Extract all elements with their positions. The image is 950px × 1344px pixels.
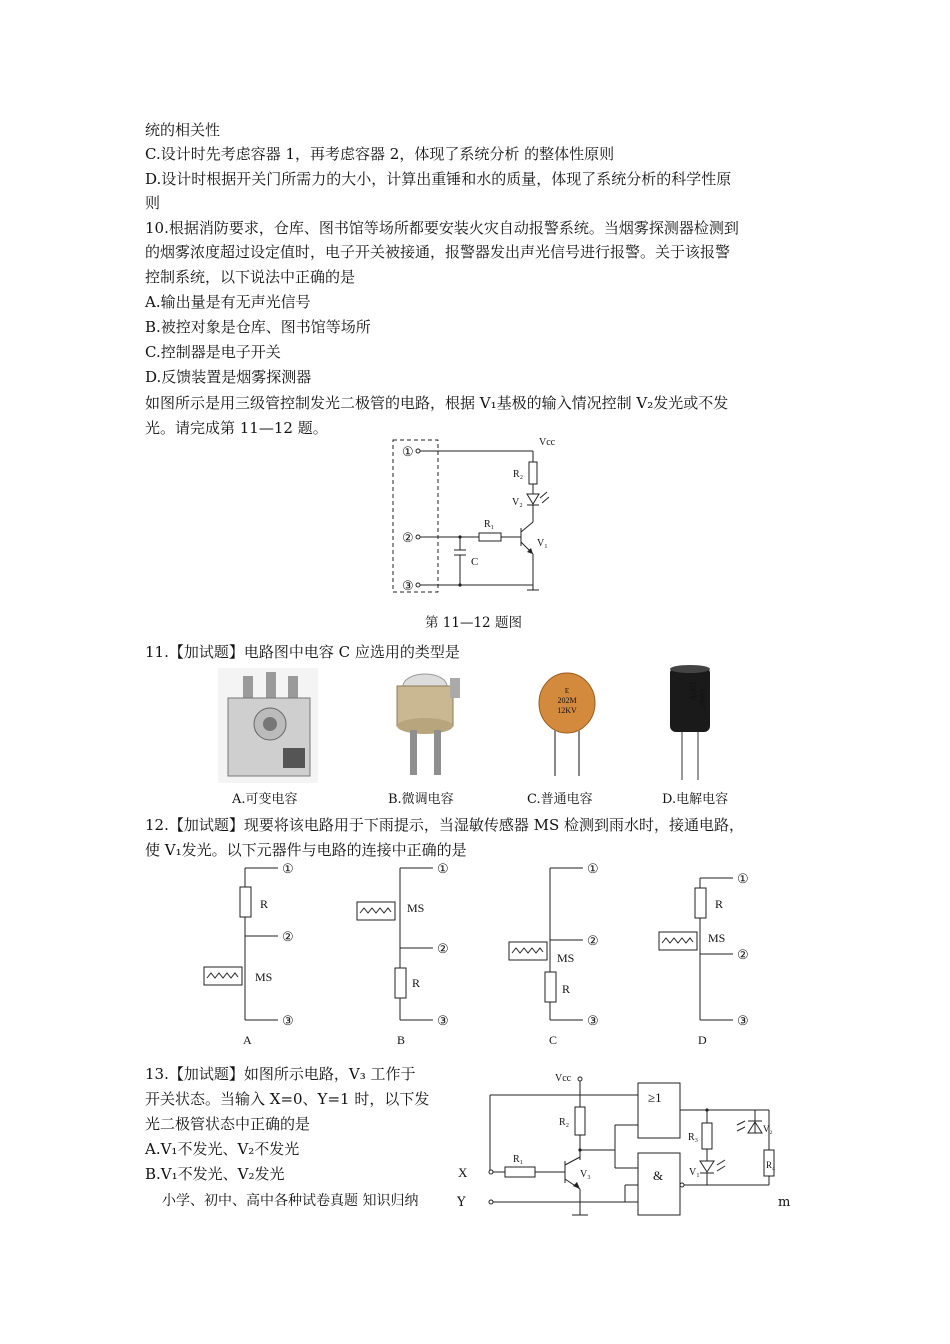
footer-right-text: m [778, 1195, 791, 1210]
svg-text:A: A [243, 1033, 252, 1047]
r2-label: R₂ [559, 1117, 570, 1128]
question-10-option-c: C.控制器是电子开关 [145, 343, 281, 361]
question-10-text: 10.根据消防要求，仓库、图书馆等场所都要安装火灾自动报警系统。当烟雾探测器检测到 [145, 219, 739, 237]
svg-text:②: ② [437, 941, 449, 956]
svg-text:③: ③ [587, 1013, 599, 1028]
svg-text:①: ① [437, 861, 449, 876]
vcc-label: Vcc [539, 437, 556, 448]
r1-label: R₁ [513, 1154, 524, 1165]
intro-text: 光。请完成第 11—12 题。 [145, 419, 328, 437]
r2-label: R₂ [513, 469, 524, 480]
question-10-text: 控制系统，以下说法中正确的是 [145, 268, 356, 286]
text-line: D.设计时根据开关门所需力的大小，计算出重锤和水的质量，体现了系统分析的科学性原 [145, 170, 732, 188]
question-12-text: 12.【加试题】现要将该电路用于下雨提示，当湿敏传感器 MS 检测到雨水时，接通电路， [145, 816, 745, 834]
svg-text:E: E [564, 687, 570, 695]
circuit-figure-11-12 [385, 432, 575, 607]
electrolytic-capacitor-photo [662, 665, 717, 785]
svg-text:②: ② [587, 933, 599, 948]
svg-text:③: ③ [737, 1013, 749, 1028]
v2-label: V₂ [512, 497, 523, 508]
svg-text:MS: MS [407, 901, 425, 915]
question-11-text: 11.【加试题】电路图中电容 C 应选用的类型是 [145, 643, 460, 661]
svg-text:12KV: 12KV [557, 706, 577, 715]
svg-text:R: R [715, 897, 724, 911]
question-11-option-c: C.普通电容 [527, 792, 593, 807]
v1-label: V₁ [537, 538, 548, 549]
footer-text: 小学、初中、高中各种试卷真题 知识归纳 [162, 1193, 419, 1209]
question-10-option-a: A.输出量是有无声光信号 [145, 293, 311, 311]
v2-label: V₂ [763, 1124, 773, 1134]
terminal-label-3: ③ [402, 578, 414, 593]
question-10-text: 的烟雾浓度超过设定值时，电子开关被接通，报警器发出声光信号进行报警。关于该报警 [145, 243, 731, 261]
svg-text:100μF: 100μF [698, 688, 707, 710]
svg-text:202M: 202M [557, 696, 577, 705]
text-line: 则 [145, 194, 161, 212]
vcc-label: Vcc [555, 1073, 572, 1084]
svg-text:C: C [549, 1033, 558, 1047]
svg-text:D: D [698, 1033, 707, 1047]
q12-option-d-diagram [655, 860, 765, 1050]
r4-label: R₄ [766, 1160, 776, 1170]
question-11-option-b: B.微调电容 [388, 792, 454, 807]
question-10-option-b: B.被控对象是仓库、图书馆等场所 [145, 318, 371, 336]
question-11-option-d: D.电解电容 [662, 792, 729, 807]
figure-caption: 第 11—12 题图 [425, 615, 522, 631]
svg-text:B: B [397, 1033, 406, 1047]
text-line: C.设计时先考虑容器 1，再考虑容器 2，体现了系统分析 的整体性原则 [145, 145, 615, 163]
question-10-option-d: D.反馈装置是烟雾探测器 [145, 368, 312, 386]
c-label: C [471, 556, 479, 568]
v3-label: V₃ [580, 1169, 591, 1180]
question-13-text: 13.【加试题】如图所示电路，V₃ 工作于 [145, 1065, 416, 1083]
r3-label: R₃ [688, 1132, 699, 1143]
svg-text:100V: 100V [688, 681, 698, 701]
y-input-label: Y [457, 1195, 466, 1210]
text-line: 统的相关性 [145, 121, 221, 139]
svg-text:②: ② [282, 929, 294, 944]
question-13-text: 光二极管状态中正确的是 [145, 1115, 311, 1133]
q12-option-b-diagram [355, 860, 465, 1050]
variable-capacitor-photo [218, 668, 318, 783]
question-11-option-a: A.可变电容 [232, 792, 298, 807]
question-12-text: 使 V₁发光。以下元器件与电路的连接中正确的是 [145, 841, 467, 859]
circuit-figure-13 [455, 1065, 785, 1225]
svg-text:R: R [562, 982, 571, 996]
svg-text:②: ② [737, 947, 749, 962]
svg-text:①: ① [282, 861, 294, 876]
svg-text:MS: MS [708, 931, 726, 945]
trimmer-capacitor-photo [380, 668, 470, 783]
terminal-label-2: ② [402, 530, 414, 545]
svg-text:①: ① [587, 861, 599, 876]
svg-text:R: R [412, 976, 421, 990]
q12-option-c-diagram [505, 860, 615, 1050]
or-gate-label: ≥1 [648, 1090, 662, 1105]
v1-label: V₁ [689, 1167, 700, 1178]
question-13-option-a: A.V₁不发光、V₂不发光 [145, 1140, 300, 1158]
question-13-text: 开关状态。当输入 X=0、Y=1 时，以下发 [145, 1090, 430, 1108]
q12-option-a-diagram [200, 860, 310, 1050]
svg-text:③: ③ [282, 1013, 294, 1028]
x-label: X [458, 1165, 468, 1180]
intro-text: 如图所示是用三级管控制发光二极管的电路，根据 V₁基极的输入情况控制 V₂发光或不发 [145, 394, 729, 412]
terminal-label-1: ① [402, 444, 414, 459]
svg-text:③: ③ [437, 1013, 449, 1028]
question-13-option-b: B.V₁不发光、V₂发光 [145, 1165, 285, 1183]
svg-text:R: R [260, 897, 269, 911]
and-gate-label: & [653, 1168, 664, 1183]
svg-text:①: ① [737, 871, 749, 886]
svg-text:MS: MS [255, 970, 273, 984]
r1-label: R₁ [484, 519, 495, 530]
svg-text:MS: MS [557, 951, 575, 965]
ceramic-capacitor-photo [522, 668, 612, 783]
